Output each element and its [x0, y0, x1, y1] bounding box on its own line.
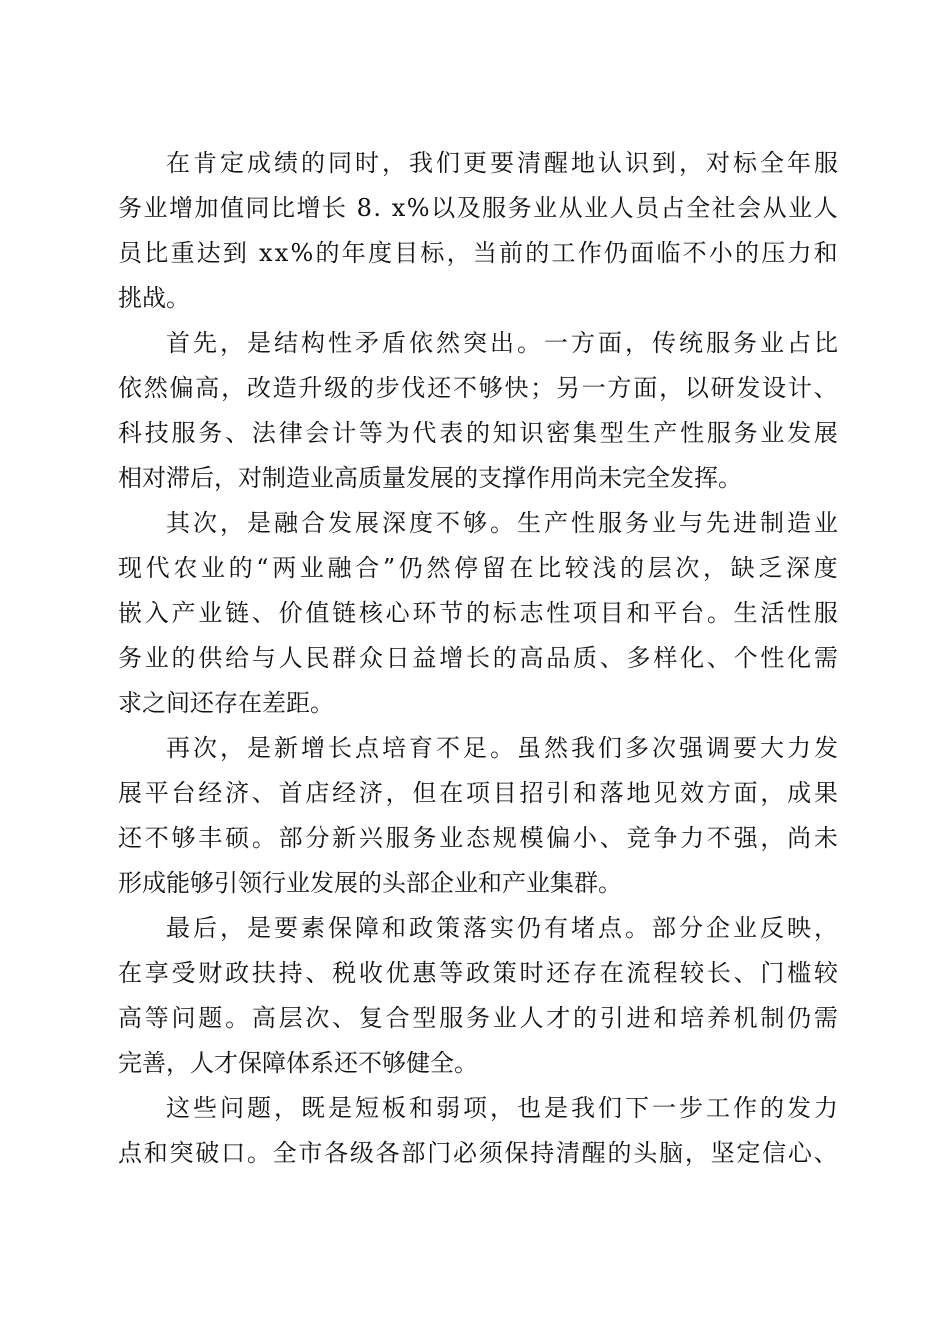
paragraph-3	[118, 501, 838, 726]
text-line: 依 然 偏 高 ， 改 造 升 级 的 步 伐 还 不 够 快 ； 另 一 方 面 ， 以 研 发 设 计 、	[118, 374, 838, 402]
text-line: 挑战。	[118, 284, 190, 312]
text-line: 在 肯 定 成 绩 的 同 时 ， 我 们 更 要 清 醒 地 认 识 到 ， 对 标 全 年 服	[166, 149, 838, 177]
paragraph-5	[118, 906, 838, 1086]
text-line: 其 次 ， 是 融 合 发 展 深 度 不 够 。 生 产 性 服 务 业 与 先 进 制 造 业	[166, 509, 838, 537]
text-line: 最 后 ， 是 要 素 保 障 和 政 策 落 实 仍 有 堵 点 。 部 分 企 业 反 映 ，	[166, 914, 838, 942]
text-line: 相对滞后，对制造业高质量发展的支撑作用尚未完全发挥。	[118, 464, 742, 492]
text-line: 现 代 农 业 的 “ 两 业 融 合 ” 仍 然 停 留 在 比 较 浅 的 层 次 ， 缺 乏 深 度	[118, 554, 838, 582]
text-line: 首 先 ， 是 结 构 性 矛 盾 依 然 突 出 。 一 方 面 ， 传 统 服 务 业 占 比	[166, 329, 838, 357]
text-line: 形成能够引领行业发展的头部企业和产业集群。	[118, 869, 622, 897]
text-line: 员 比 重 达 到 x x % 的 年 度 目 标 ， 当 前 的 工 作 仍 面 临 不 小 的 压 力 和	[118, 239, 838, 267]
text-line: 务 业 的 供 给 与 人 民 群 众 日 益 增 长 的 高 品 质 、 多 样 化 、 个 性 化 需	[118, 644, 838, 672]
text-line: 在 享 受 财 政 扶 持 、 税 收 优 惠 等 政 策 时 还 存 在 流 程 较 长 、 门 槛 较	[118, 959, 838, 987]
text-line: 务 业 增 加 值 同 比 增 长 8 . x % 以 及 服 务 业 从 业 人 员 占 全 社 会 从 业 人	[118, 194, 838, 222]
text-line: 这 些 问 题 ， 既 是 短 板 和 弱 项 ， 也 是 我 们 下 一 步 工 作 的 发 力	[166, 1094, 838, 1122]
document-body	[118, 141, 838, 1176]
paragraph-2	[118, 321, 838, 501]
text-line: 还 不 够 丰 硕 。 部 分 新 兴 服 务 业 态 规 模 偏 小 、 竞 争 力 不 强 ， 尚 未	[118, 824, 838, 852]
text-line: 完善，人才保障体系还不够健全。	[118, 1049, 478, 1077]
paragraph-6	[118, 1086, 838, 1176]
text-line: 展 平 台 经 济 、 首 店 经 济 ， 但 在 项 目 招 引 和 落 地 见 效 方 面 ， 成 果	[118, 779, 838, 807]
text-line: 求之间还存在差距。	[118, 689, 334, 717]
text-line: 点 和 突 破 口 。 全 市 各 级 各 部 门 必 须 保 持 清 醒 的 头 脑 ， 坚 定 信 心 、	[118, 1139, 838, 1167]
text-line: 嵌 入 产 业 链 、 价 值 链 核 心 环 节 的 标 志 性 项 目 和 平 台 。 生 活 性 服	[118, 599, 838, 627]
text-line: 科 技 服 务 、 法 律 会 计 等 为 代 表 的 知 识 密 集 型 生 产 性 服 务 业 发 展	[118, 419, 838, 447]
paragraph-4	[118, 726, 838, 906]
text-line: 高 等 问 题 。 高 层 次 、 复 合 型 服 务 业 人 才 的 引 进 和 培 养 机 制 仍 需	[118, 1004, 838, 1032]
paragraph-1	[118, 141, 838, 321]
text-line: 再 次 ， 是 新 增 长 点 培 育 不 足 。 虽 然 我 们 多 次 强 调 要 大 力 发	[166, 734, 838, 762]
